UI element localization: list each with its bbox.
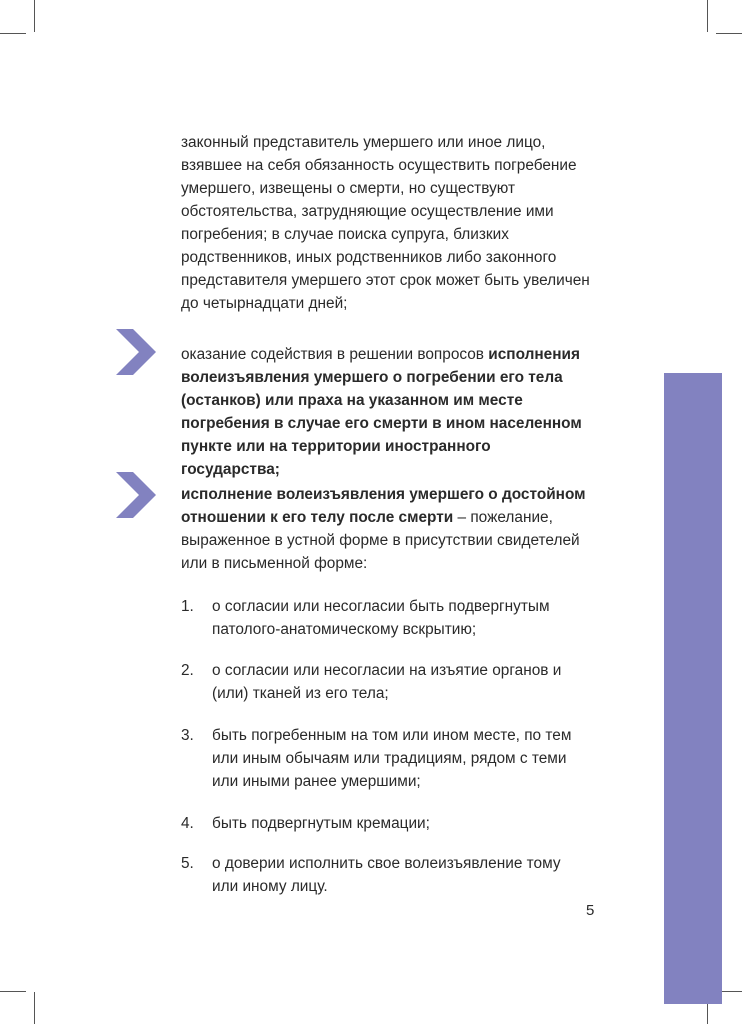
chevron-right-icon (116, 472, 156, 518)
list-number: 1. (181, 598, 194, 615)
list-text: о согласии или несогласии быть подвергнутым патолого-анатомическому вскрытию; (212, 598, 550, 638)
paragraph-continued: законный представитель умершего или иное лицо, взявшее на себя обязанность осуществить погребение умершего, извещены о смерти, но существуют обстоятельства, затрудняющие осуществление ими погребения; в случае поиска супруга, близких родственников, иных родственников либо законного представителя умершего этот срок может быть увеличен до четырнадцати дней; (181, 134, 590, 312)
list-number: 3. (181, 727, 194, 744)
crop-mark-tl-h (0, 33, 26, 34)
list-text: о доверии исполнить свое волеизъявление тому или иному лицу. (212, 855, 561, 895)
list-text: быть погребенным на том или ином месте, по тем или иным обычаям или традициям, рядом с теми или иными ранее умершими; (212, 727, 572, 790)
chevron-right-icon (116, 329, 156, 375)
crop-mark-tl-v (34, 0, 35, 32)
list-text: о согласии или несогласии на изъятие органов и (или) тканей из его тела; (212, 662, 562, 702)
bullet-2-text: – пожелание, выраженное в устной форме в присутствии свидетелей или в письменной форме: (181, 509, 580, 572)
list-number: 2. (181, 662, 194, 679)
crop-mark-bl-h (0, 991, 26, 992)
list-number: 5. (181, 855, 194, 872)
crop-mark-bl-v (34, 992, 35, 1024)
list-text: быть подвергнутым кремации; (212, 815, 430, 832)
bullet-1-text: оказание содействия в решении вопросов (181, 346, 489, 363)
bullet-item-2 (181, 483, 591, 575)
list-number: 4. (181, 815, 194, 832)
bullet-1-bold: исполнения волеизъявления умершего о погребении его тела (останков) или праха на указанном им месте погребения в случае его смерти в ином населенном пункте или на территории иностранного государства; (181, 346, 582, 478)
page-number: 5 (586, 902, 595, 919)
side-accent-bar (664, 373, 722, 1004)
crop-mark-tr-h (716, 33, 742, 34)
crop-mark-tr-v (707, 0, 708, 32)
bullet-2-bold: исполнение волеизъявления умершего о достойном отношении к его телу после смерти (181, 486, 586, 526)
bullet-item-1 (181, 343, 591, 481)
